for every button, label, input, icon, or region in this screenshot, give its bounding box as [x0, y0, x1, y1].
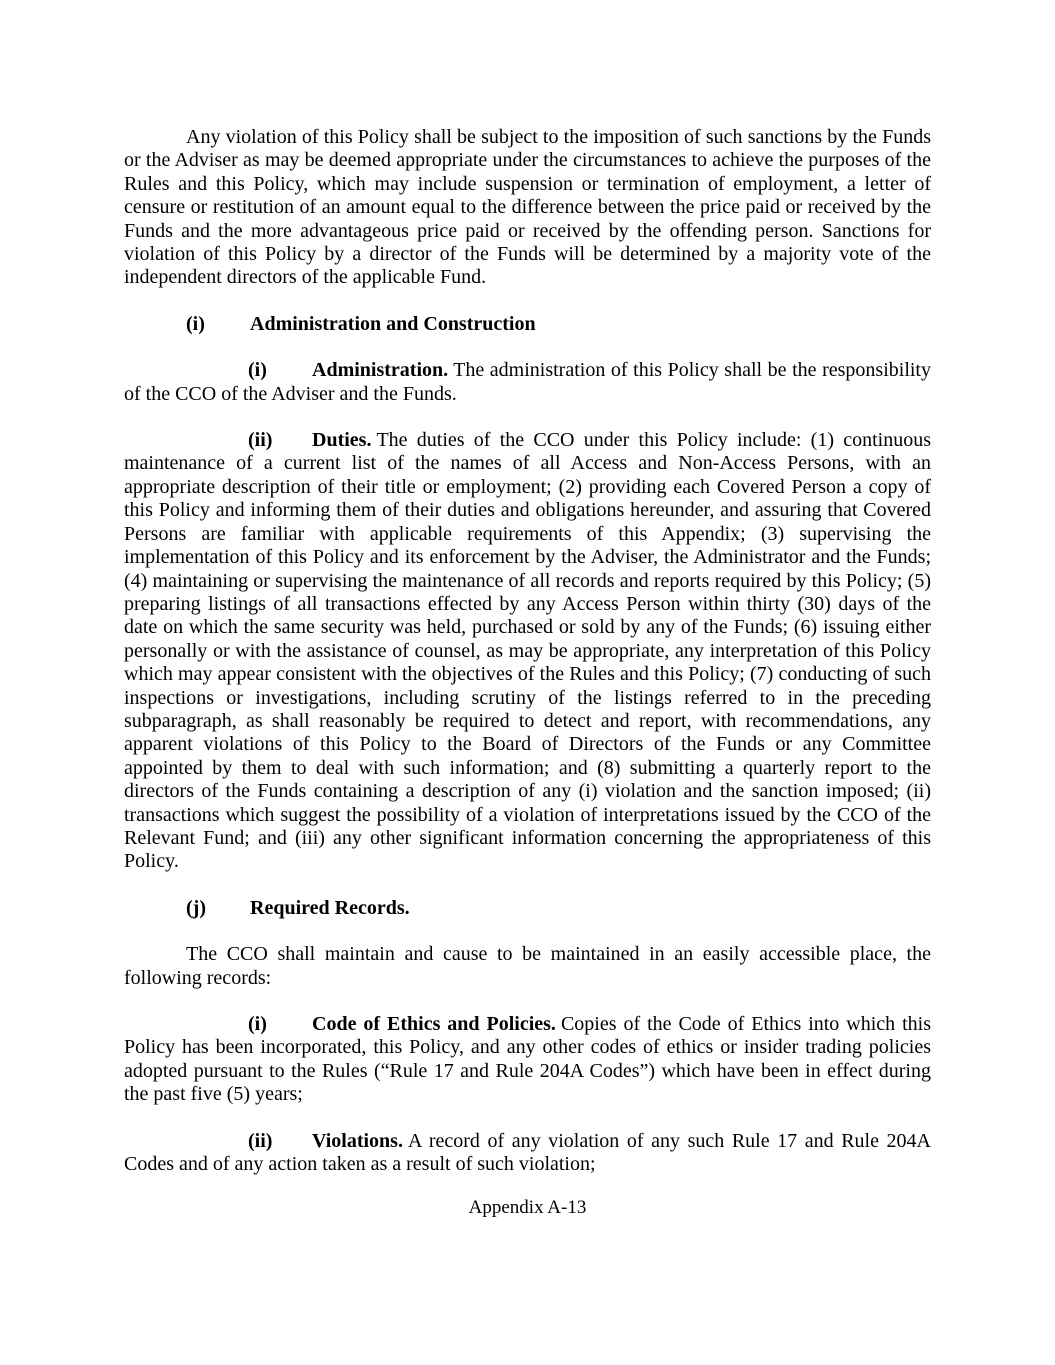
subparagraph-text: A record of any violation of any such Rule 17 and Rule 204A Codes and of any action taken as a result of such violation;: [124, 1129, 931, 1176]
subparagraph-lead: Code of Ethics and Policies.: [312, 1013, 556, 1035]
subparagraph-text: The duties of the CCO under this Policy include: (1) continuous maintenance of a current list of the names of all Access and Non-Access Persons, with an appropriate description of their title or employment; (2) providing each Covered Person a copy of this Policy and informing them of their duties and obligations hereunder, and assuring that Covered Persons are familiar with applicable requirements of this Appendix; (3) supervising the implementation of this Policy and its enforcement by the Adviser, the Administrator and the Funds; (4) maintaining or supervising the maintenance of all records and reports required by this Policy; (5) preparing listings of all transactions effected by any Access Person within thirty (30) days of the date on which the same security was held, purchased or sold by any of the Funds; (6) issuing either personally or with the assistance of counsel, as may be appropriate, any interpretation of this Policy which may appear consistent with the objectives of the Rules and this Policy; (7) conducting of such inspections or investigations, including scrutiny of the listings referred to in the preceding subparagraph, as shall reasonably be required to detect and report, with recommendations, any apparent violations of this Policy to the Board of Directors of the Funds or any Committee appointed by them to deal with such information; and (8) submitting a quarterly report to the directors of the Funds containing a description of any (i) violation and the sanction imposed; (ii) transactions which suggest the possibility of a violation of interpretations issued by the CCO of the Relevant Fund; and (iii) any other significant information concerning the appropriateness of this Policy.: [124, 429, 931, 873]
paragraph-sanctions: Any violation of this Policy shall be subject to the imposition of such sanctions by the Funds or the Adviser as may be deemed appropriate under the circumstances to achieve the purposes of the Rules and this Policy, which may include suspension or termination of employment, a letter of censure or restitution of an amount equal to the difference between the price paid or received by the Funds and the more advantageous price paid or received by the offending person. Sanctions for violation of this Policy by a director of the Funds will be determined by a majority vote of the independent directors of the applicable Fund.: [124, 126, 931, 289]
subparagraph-number: (i): [248, 1013, 267, 1035]
subparagraph-lead: Duties.: [312, 429, 372, 452]
subparagraph-number: (ii): [248, 1129, 273, 1152]
document-body: [124, 126, 931, 1199]
section-heading-records: [124, 897, 931, 920]
page-footer-label: Appendix A-13: [468, 1197, 587, 1218]
subparagraph-code-of-ethics: [124, 1013, 931, 1107]
subparagraph-violations: [124, 1130, 931, 1177]
subparagraph-lead: Administration.: [312, 359, 449, 382]
paragraph-cco-records: The CCO shall maintain and cause to be maintained in an easily accessible place, the following records:: [124, 943, 931, 989]
subparagraph-duties: [124, 429, 931, 874]
subparagraph-lead: Violations.: [312, 1129, 403, 1152]
subparagraph-number: (i): [248, 359, 267, 382]
subparagraph-text: Copies of the Code of Ethics into which this Policy has been incorporated, this Policy, and any other codes of ethics or insider trading policies adopted pursuant to the Rules (“Rule 17 and Rule 204A Codes”) which have been in effect during the past five (5) years;: [124, 1013, 931, 1106]
section-heading-title: Required Records.: [250, 896, 410, 919]
subparagraph-number: (ii): [248, 429, 273, 452]
section-heading-number: (i): [186, 312, 205, 335]
subparagraph-text: The administration of this Policy shall be the responsibility of the CCO of the Adviser and the Funds.: [124, 359, 931, 405]
subparagraph-administration: [124, 359, 931, 406]
section-heading-title: Administration and Construction: [250, 312, 536, 335]
section-heading-number: (j): [186, 896, 206, 919]
section-heading-administration: [124, 313, 931, 336]
